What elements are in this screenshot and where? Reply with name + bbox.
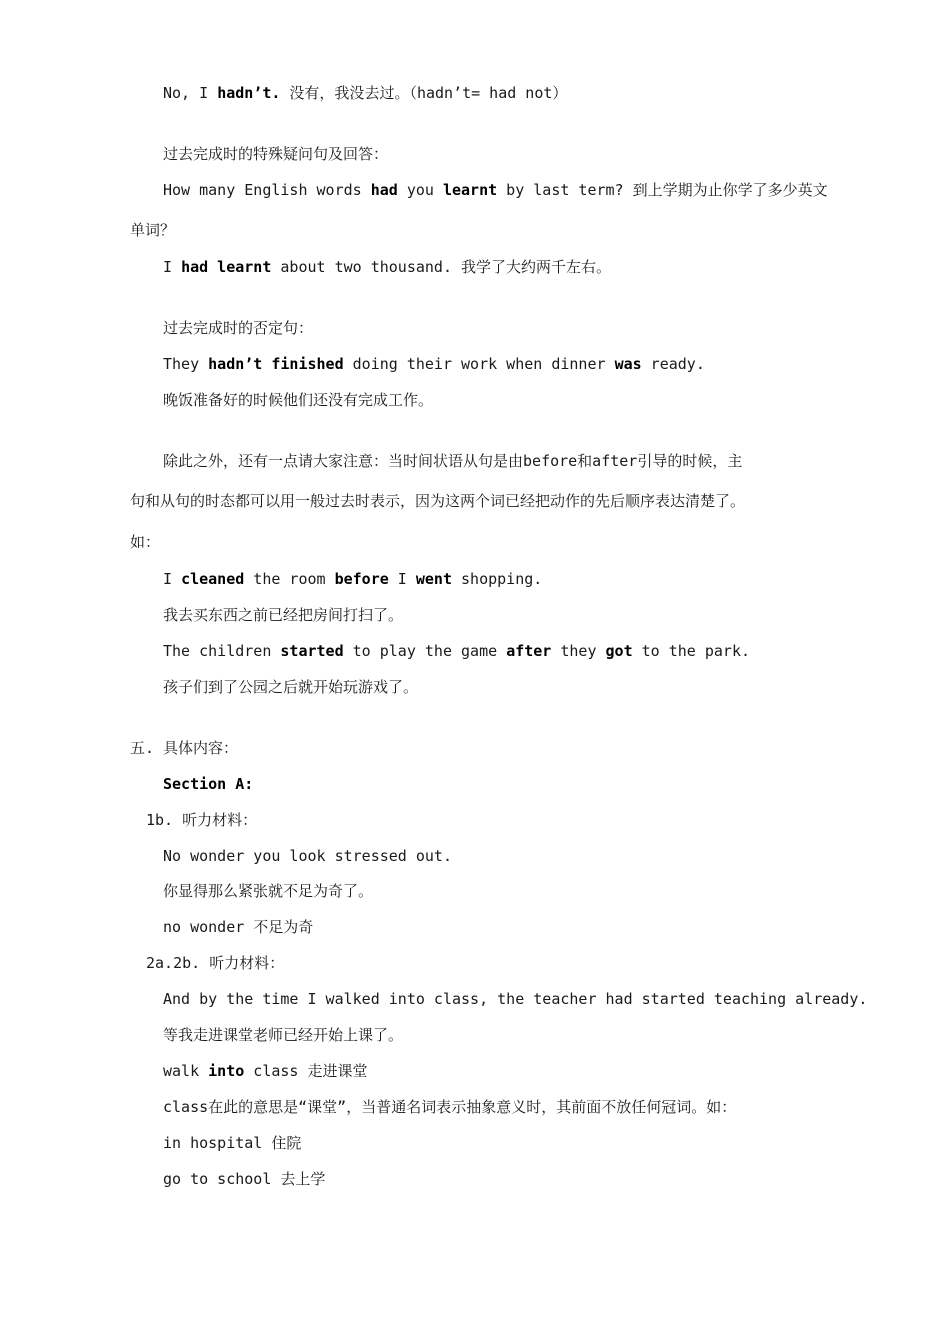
after-example — [163, 641, 750, 661]
before-example — [163, 569, 542, 589]
phrase-in-hospital — [163, 1133, 301, 1153]
text-segment: 2a.2b. 听力材料： — [146, 954, 285, 972]
note-paragraph-line-1 — [163, 451, 742, 471]
text-segment: ready. — [641, 355, 705, 373]
listening-2a2b-sentence — [163, 989, 867, 1009]
wh-question-heading — [163, 144, 388, 164]
text-segment: class在此的意思是“课堂”，当普通名词表示抽象意义时，其前面不放任何冠词。如： — [163, 1098, 737, 1116]
text-segment: 过去完成时的特殊疑问句及回答： — [163, 145, 389, 163]
text-segment: How many English words — [163, 181, 371, 199]
phrase-walk-into-class — [163, 1061, 368, 1081]
text-segment: 如： — [130, 533, 161, 551]
text-segment: shopping. — [452, 570, 543, 588]
listening-2a2b-heading — [146, 953, 284, 973]
text-segment: The children — [163, 642, 281, 660]
bold-text-segment: went — [415, 570, 452, 588]
text-segment: 我去买东西之前已经把房间打扫了。 — [163, 606, 404, 624]
text-segment: No wonder you look stressed out. — [163, 847, 452, 865]
text-segment: doing their work when dinner — [343, 355, 615, 373]
text-segment: And by the time I walked into class, the teacher had started teaching already. — [163, 990, 868, 1008]
phrase-no-wonder — [163, 917, 313, 937]
text-segment: to play the game — [343, 642, 507, 660]
text-segment: 五. 具体内容： — [130, 739, 239, 757]
listening-2a2b-translation — [163, 1025, 403, 1045]
text-segment: 孩子们到了公园之后就开始玩游戏了。 — [163, 678, 419, 696]
text-segment: the room — [244, 570, 335, 588]
text-segment: I — [388, 570, 416, 588]
wh-answer-example — [163, 257, 611, 277]
bold-text-segment: Section A: — [163, 775, 254, 793]
text-segment: 句和从句的时态都可以用一般过去时表示，因为这两个词已经把动作的先后顺序表达清楚了。 — [130, 492, 746, 510]
text-segment: to the park. — [632, 642, 751, 660]
text-segment: no wonder 不足为奇 — [163, 918, 314, 936]
negative-heading — [163, 318, 313, 338]
text-segment: 没有，我没去过。（hadn’t= had not） — [280, 84, 568, 102]
before-translation — [163, 605, 403, 625]
text-segment: they — [551, 642, 606, 660]
text-segment: No, I — [163, 84, 218, 102]
text-segment: 等我走进课堂老师已经开始上课了。 — [163, 1026, 404, 1044]
text-segment: go to school 去上学 — [163, 1170, 326, 1188]
text-segment: in hospital 住院 — [163, 1134, 302, 1152]
answer-negative-line — [163, 83, 567, 103]
text-segment: 过去完成时的否定句： — [163, 319, 314, 337]
bold-text-segment: into — [208, 1062, 245, 1080]
bold-text-segment: after — [506, 642, 552, 660]
bold-text-segment: cleaned — [181, 570, 245, 588]
text-segment: 除此之外，还有一点请大家注意：当时间状语从句是由before和after引导的时候，主 — [163, 452, 743, 470]
text-segment: I — [163, 570, 182, 588]
bold-text-segment: learnt — [442, 181, 498, 199]
text-segment: you — [397, 181, 443, 199]
bold-text-segment: was — [614, 355, 642, 373]
section-a-heading — [163, 774, 253, 794]
bold-text-segment: before — [334, 570, 389, 588]
class-usage-note — [163, 1097, 736, 1117]
text-segment: They — [163, 355, 209, 373]
bold-text-segment: got — [605, 642, 633, 660]
text-segment: about two thousand. 我学了大约两千左右。 — [271, 258, 612, 276]
phrase-go-to-school — [163, 1169, 325, 1189]
negative-example — [163, 354, 705, 374]
bold-text-segment: hadn’t. — [217, 84, 281, 102]
note-paragraph-line-2 — [130, 491, 745, 511]
wh-question-example-cont — [130, 220, 175, 240]
text-segment: 晚饭准备好的时候他们还没有完成工作。 — [163, 391, 434, 409]
listening-1b-translation — [163, 881, 373, 901]
bold-text-segment: had — [370, 181, 398, 199]
negative-translation — [163, 390, 433, 410]
text-segment: 1b. 听力材料： — [146, 811, 258, 829]
text-segment: I — [163, 258, 182, 276]
bold-text-segment: started — [280, 642, 344, 660]
after-translation — [163, 677, 418, 697]
text-segment: by last term? 到上学期为止你学了多少英文 — [497, 181, 828, 199]
note-paragraph-line-3 — [130, 532, 160, 552]
bold-text-segment: had learnt — [181, 258, 272, 276]
listening-1b-heading — [146, 810, 257, 830]
text-segment: 你显得那么紧张就不足为奇了。 — [163, 882, 374, 900]
text-segment: 单词？ — [130, 221, 176, 239]
text-segment: class 走进课堂 — [244, 1062, 368, 1080]
text-segment: walk — [163, 1062, 209, 1080]
wh-question-example — [163, 180, 828, 200]
section-five-heading — [130, 738, 238, 758]
listening-1b-sentence — [163, 846, 452, 866]
bold-text-segment: hadn’t finished — [208, 355, 344, 373]
